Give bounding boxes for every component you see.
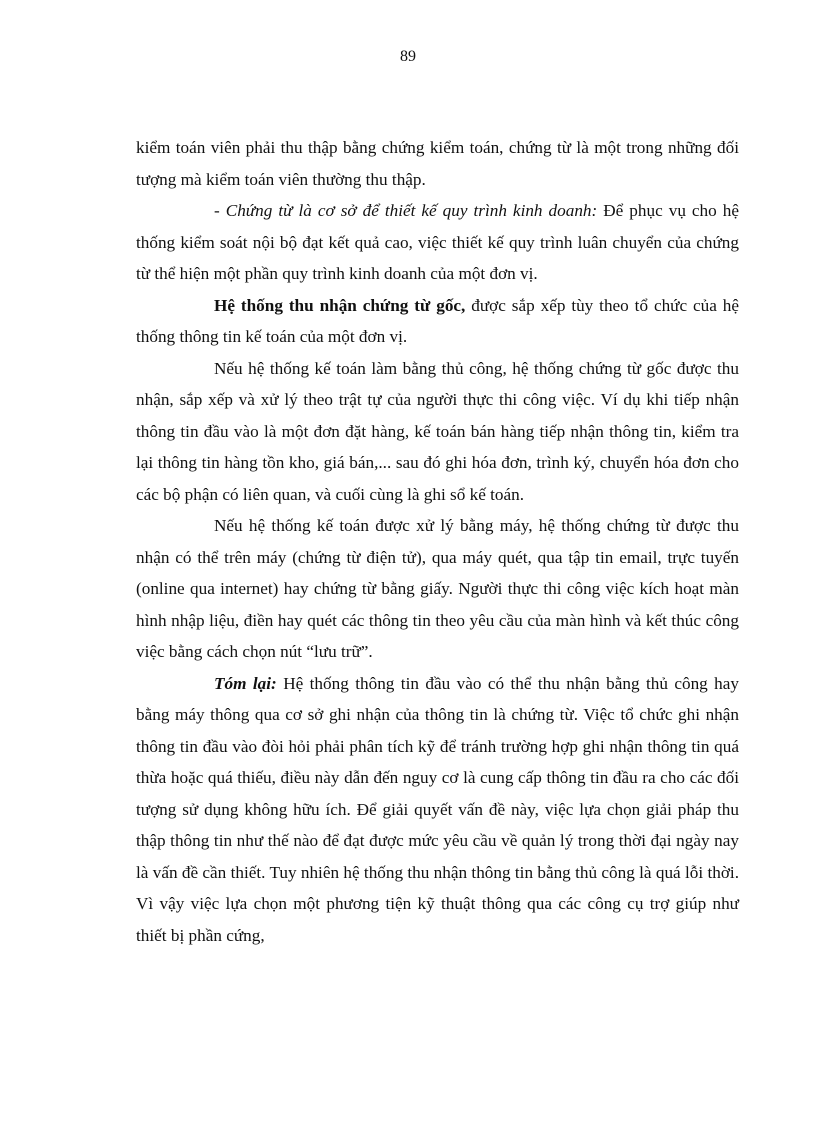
paragraph-lead-bold-italic: Tóm lại:: [214, 673, 277, 693]
paragraph-continuation: kiểm toán viên phải thu thập bằng chứng kiểm toán, chứng từ là một trong những đối tượng mà kiểm toán viên thường thu thập.: [136, 138, 739, 189]
page-number: 89: [400, 48, 416, 65]
paragraph-text: Để phục vụ cho hệ thống kiểm soát nội bộ đạt kết quả cao, việc thiết kế quy trình luân chuyển của chứng từ thể hiện một phần quy trình kinh doanh của một đơn vị.: [136, 201, 739, 283]
paragraph-lead-bold: Hệ thống thu nhận chứng từ gốc,: [214, 295, 466, 315]
paragraph-text: được sắp xếp tùy theo tổ chức của hệ thống thông tin kế toán của một đơn vị.: [136, 295, 739, 346]
paragraph-summary: [136, 668, 739, 952]
paragraph-document-basis: [136, 195, 739, 290]
paragraph-computer-system: Nếu hệ thống kế toán được xử lý bằng máy, hệ thống chứng từ được thu nhận có thể trên máy (chứng từ điện tử), qua máy quét, qua tập tin email, trực tuyến (online qua internet) hay chứng từ bằng giấy. Người thực thi công việc kích hoạt màn hình nhập liệu, điền hay quét các thông tin theo yêu cầu của màn hình và kết thúc công việc bằng cách chọn nút “lưu trữ”.: [136, 516, 739, 661]
paragraph-lead-italic: - Chứng từ là cơ sở để thiết kế quy trình kinh doanh:: [214, 201, 598, 220]
document-body: [136, 132, 739, 951]
paragraph-text: Hệ thống thông tin đầu vào có thể thu nhận bằng thủ công hay bằng máy thông qua cơ sở ghi nhận của thông tin là chứng từ. Việc tổ chức ghi nhận thông tin đầu vào đòi hỏi phải phân tích kỹ để tránh trường hợp ghi nhận thông tin quá thừa hoặc quá thiếu, điều này dẫn đến nguy cơ là cung cấp thông tin đầu ra cho các đối tượng sử dụng không hữu ích. Để giải quyết vấn đề này, việc lựa chọn giải pháp thu thập thông tin như thế nào để đạt được mức yêu cầu về quản lý trong thời đại ngày nay là vấn đề cần thiết. Tuy nhiên hệ thống thu nhận thông tin bằng thủ công là quá lỗi thời. Vì vậy việc lựa chọn một phương tiện kỹ thuật thông qua các công cụ trợ giúp như thiết bị phần cứng,: [136, 673, 739, 945]
paragraph-source-documents: [136, 290, 739, 353]
paragraph-manual-system: Nếu hệ thống kế toán làm bằng thủ công, hệ thống chứng từ gốc được thu nhận, sắp xếp và xử lý theo trật tự của người thực thi công việc. Ví dụ khi tiếp nhận thông tin đầu vào là một đơn đặt hàng, kế toán bán hàng tiếp nhận thông tin, kiểm tra lại thông tin hàng tồn kho, giá bán,... sau đó ghi hóa đơn, trình ký, chuyển hóa đơn cho các bộ phận có liên quan, và cuối cùng là ghi sổ kế toán.: [136, 358, 739, 504]
